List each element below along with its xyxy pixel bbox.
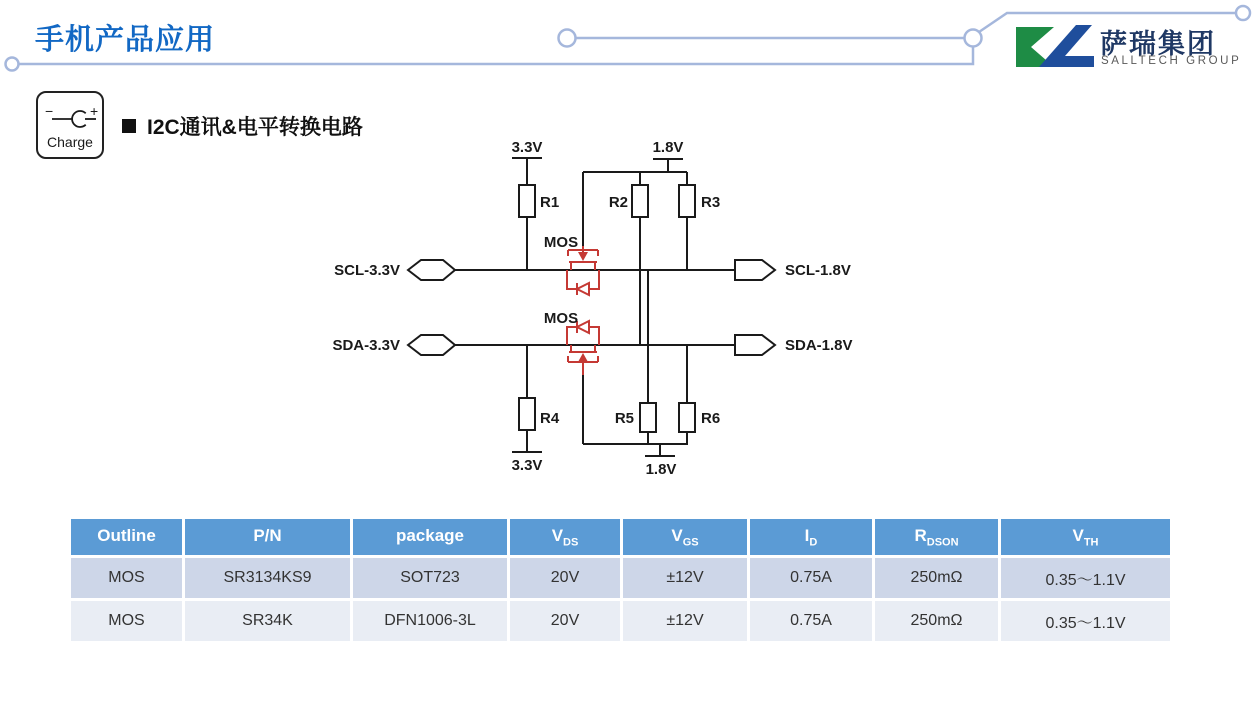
spec-table-header-row: [70, 518, 1172, 557]
cell-vds: 20V: [509, 600, 622, 643]
cell-rdson: 250mΩ: [874, 557, 1000, 600]
col-header-vgs: $V_{GS}$: [622, 518, 749, 557]
cell-vgs: ±12V: [622, 557, 749, 600]
supply-label-top-left: 3.3V: [511, 139, 543, 156]
cell-vds: 20V: [509, 557, 622, 600]
port-sda-in-shape: [408, 335, 455, 355]
cell-package: DFN1006-3L: [352, 600, 509, 643]
charge-badge: [36, 91, 104, 159]
resistor-label-r5: R5: [614, 410, 634, 427]
section-bullet-square: [122, 119, 136, 133]
resistor-label-r6: R6: [701, 410, 721, 427]
spec-table-row-1: [70, 557, 1172, 600]
port-label-scl-out: SCL-1.8V: [785, 262, 851, 279]
page-title: 手机产品应用: [35, 24, 216, 56]
charge-symbol-icon: [38, 98, 102, 136]
cell-vth: 0.35～1.1V: [1000, 600, 1172, 643]
charge-minus-sign: −: [45, 103, 54, 119]
company-logo-name-cn: 萨瑞集团: [1100, 29, 1216, 59]
cell-pn: SR34K: [184, 600, 352, 643]
charge-plus-sign: +: [90, 103, 99, 119]
cell-vth: 0.35～1.1V: [1000, 557, 1172, 600]
col-header-pn: P/N: [184, 518, 352, 557]
spec-table-row-2: [70, 600, 1172, 643]
company-logo-name-en: SALLTECH GROUP: [1101, 55, 1242, 67]
supply-label-top-right: 1.8V: [652, 139, 684, 156]
resistor-label-r2: R2: [608, 194, 628, 211]
cell-vgs: ±12V: [622, 600, 749, 643]
company-logo-icon: [1012, 20, 1098, 74]
resistor-label-r4: R4: [540, 410, 560, 427]
port-label-scl-in: SCL-3.3V: [334, 262, 400, 279]
cell-pn: SR3134KS9: [184, 557, 352, 600]
resistor-label-r3: R3: [701, 194, 721, 211]
circuit-wiring: [455, 158, 735, 456]
cell-rdson: 250mΩ: [874, 600, 1000, 643]
cell-outline: MOS: [70, 600, 184, 643]
supply-label-bottom-left: 3.3V: [511, 457, 543, 474]
mos-label-sda: MOS: [543, 310, 579, 327]
cell-id: 0.75A: [749, 557, 874, 600]
supply-label-bottom-right: 1.8V: [645, 461, 677, 478]
cell-package: SOT723: [352, 557, 509, 600]
col-header-outline: Outline: [70, 518, 184, 557]
col-header-package: package: [352, 518, 509, 557]
col-header-id: $I_D$: [749, 518, 874, 557]
col-header-vds: $V_{DS}$: [509, 518, 622, 557]
section-heading: I2C通讯&电平转换电路: [147, 116, 363, 139]
port-sda-out-shape: [735, 335, 775, 355]
port-label-sda-out: SDA-1.8V: [785, 337, 853, 354]
resistor-label-r1: R1: [540, 194, 560, 211]
mos-label-scl: MOS: [543, 234, 579, 251]
col-header-rdson: $R_{DSON}$: [874, 518, 1000, 557]
charge-badge-label: Charge: [47, 134, 93, 150]
cell-id: 0.75A: [749, 600, 874, 643]
cell-outline: MOS: [70, 557, 184, 600]
spec-table: [68, 516, 1173, 644]
mos-sda: [567, 321, 599, 375]
port-scl-out-shape: [735, 260, 775, 280]
col-header-vth: $V_{TH}$: [1000, 518, 1172, 557]
port-label-sda-in: SDA-3.3V: [332, 337, 400, 354]
port-scl-in-shape: [408, 260, 455, 280]
